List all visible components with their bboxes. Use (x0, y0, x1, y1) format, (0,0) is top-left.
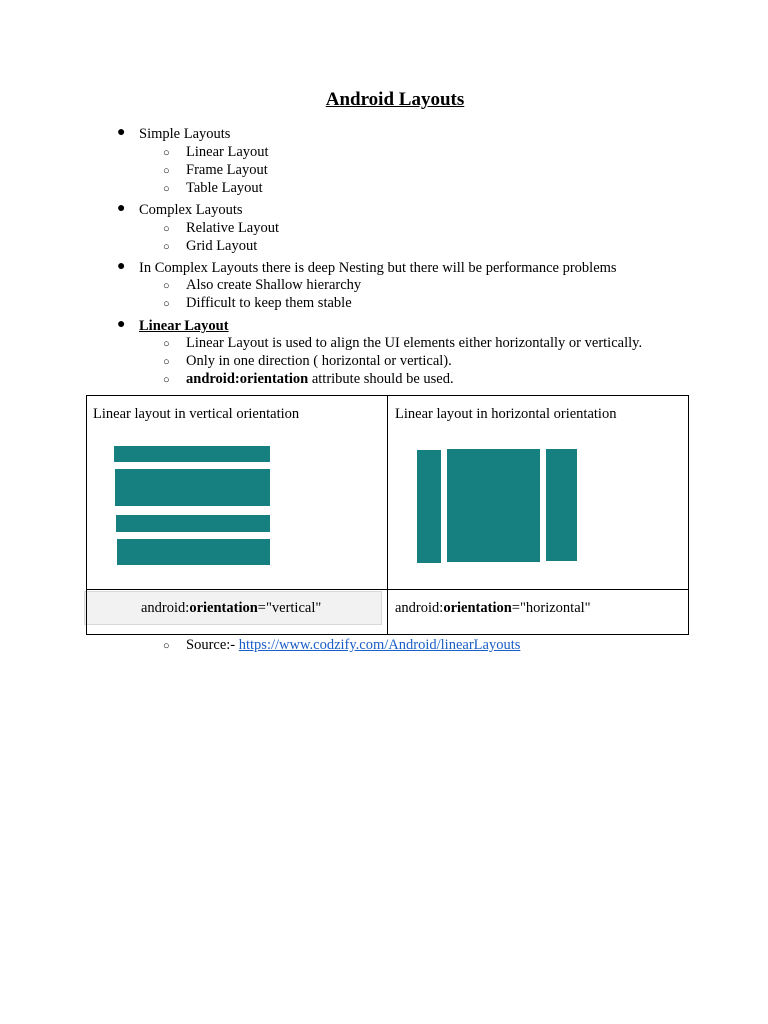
horizontal-bar-3 (546, 449, 577, 561)
table-divider-vertical (387, 395, 388, 635)
sub-bullet-icon: ○ (163, 298, 170, 310)
page-title: Android Layouts (325, 89, 465, 110)
vertical-bar-1 (114, 446, 270, 462)
code-attr: orientation (189, 600, 258, 616)
horizontal-cell-header: Linear layout in horizontal orientation (395, 406, 617, 422)
sub-bullet-icon: ○ (163, 280, 170, 292)
subitem-linear-layout: Linear Layout (186, 144, 269, 160)
subitem-orientation-attr (186, 370, 454, 388)
subitem-keep-stable: Difficult to keep them stable (186, 295, 352, 311)
subitem-shallow-hierarchy: Also create Shallow hierarchy (186, 277, 362, 293)
code-prefix: android: (141, 600, 190, 616)
vertical-bar-2 (115, 469, 270, 506)
bullet-icon: ● (117, 259, 126, 274)
subitem-grid-layout: Grid Layout (186, 238, 258, 254)
sub-bullet-icon: ○ (163, 147, 170, 159)
vertical-bar-4 (117, 539, 270, 565)
subitem-table-layout: Table Layout (186, 180, 263, 196)
vertical-bar-3 (116, 515, 270, 532)
code-prefix: android: (395, 600, 444, 616)
sub-bullet-icon: ○ (163, 241, 170, 253)
sub-bullet-icon: ○ (163, 338, 170, 350)
bullet-complex-layouts: Complex Layouts (139, 202, 243, 218)
bullet-complex-nesting: In Complex Layouts there is deep Nesting but there will be performance problems (139, 260, 617, 276)
orientation-attr-name: android:orientation (186, 371, 309, 387)
sub-bullet-icon: ○ (163, 165, 170, 177)
source-link[interactable]: https://www.codzify.com/Android/linearLayouts (238, 637, 521, 653)
bullet-icon: ● (117, 317, 126, 332)
source-label: Source:- (186, 637, 236, 653)
subitem-one-direction: Only in one direction ( horizontal or vertical). (186, 353, 452, 369)
vertical-cell-header: Linear layout in vertical orientation (93, 406, 300, 422)
subitem-relative-layout: Relative Layout (186, 220, 280, 236)
horizontal-bar-1 (417, 450, 441, 563)
code-value: ="horizontal" (511, 600, 591, 616)
bullet-icon: ● (117, 125, 126, 140)
subitem-linear-align: Linear Layout is used to align the UI elements either horizontally or vertically. (186, 335, 643, 351)
vertical-orientation-code (141, 600, 321, 617)
horizontal-bar-2 (447, 449, 540, 562)
bullet-simple-layouts: Simple Layouts (139, 126, 231, 142)
code-value: ="vertical" (257, 600, 322, 616)
source-line (186, 636, 520, 654)
orientation-attr-rest: attribute should be used. (308, 371, 454, 387)
sub-bullet-icon: ○ (163, 223, 170, 235)
sub-bullet-icon: ○ (163, 356, 170, 368)
sub-bullet-icon: ○ (163, 183, 170, 195)
bullet-icon: ● (117, 201, 126, 216)
subitem-frame-layout: Frame Layout (186, 162, 268, 178)
horizontal-orientation-code (395, 600, 591, 617)
bullet-linear-layout: Linear Layout (139, 318, 229, 334)
sub-bullet-icon: ○ (163, 640, 170, 652)
sub-bullet-icon: ○ (163, 374, 170, 386)
table-divider-horizontal (86, 589, 689, 590)
code-attr: orientation (443, 600, 512, 616)
